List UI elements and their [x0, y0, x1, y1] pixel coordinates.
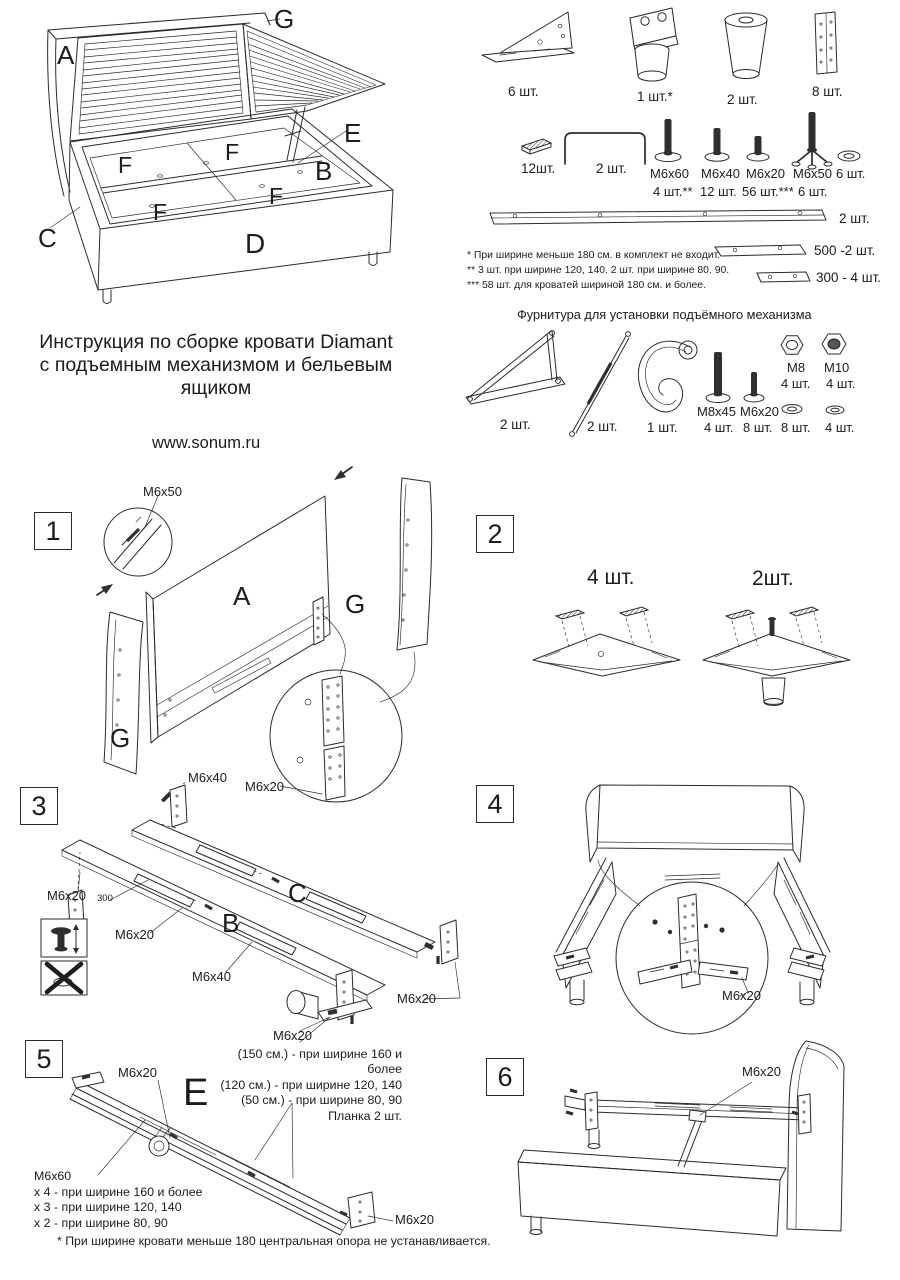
- rail-long-qty: 2 шт.: [839, 211, 870, 226]
- part-connecting-plate: [815, 12, 837, 74]
- bolt-m6x40-size: M6x40: [701, 166, 741, 181]
- fitting-bolt-m6x20: [744, 372, 764, 402]
- step5-m6x60-line1: M6x60: [34, 1169, 72, 1183]
- overview-label-f3: F: [153, 199, 168, 225]
- step1-label-g-left: G: [110, 723, 131, 753]
- part-bolt-m6x60: [655, 119, 681, 162]
- fitting-nut-m10: [822, 334, 846, 354]
- overview-bed-drawing: [48, 13, 393, 304]
- step5-plank-note: [204, 1047, 402, 1124]
- step3-adjust-icon: [41, 919, 87, 957]
- step5-label-e: E: [183, 1072, 209, 1114]
- step3-m6x20-mid-label: M6x20: [115, 927, 155, 942]
- fitting-washer-4: [826, 406, 844, 414]
- step5-m6x60-line3: x 3 - при ширине 120, 140: [34, 1200, 182, 1215]
- part-leg-bracket: [630, 8, 678, 81]
- corner-bracket-qty: 6 шт.: [508, 84, 539, 99]
- step2-qty-right: 2шт.: [752, 567, 794, 590]
- bolt-m6x20-qty: 56 шт.***: [742, 184, 794, 199]
- nut-m8-size: M8: [787, 360, 806, 375]
- step3-m6x20-left-label: M6x20: [47, 888, 87, 903]
- step5-plank-line1: (150 см.) - при ширине 160 и более: [237, 1047, 402, 1077]
- fittings-title: Фурнитура для установки подъёмного механизма: [517, 307, 812, 322]
- step6-m6x20-label: M6x20: [742, 1064, 782, 1079]
- nut-m8-qty: 4 шт.: [781, 376, 811, 391]
- bolt-m6x50-qty: 6 шт.: [798, 184, 828, 199]
- leg-bracket-qty: 1 шт.*: [637, 89, 673, 104]
- step3-m6x40-top-label: M6x40: [188, 770, 228, 785]
- step2-qty-left: 4 шт.: [587, 566, 635, 589]
- overview-label-f4: F: [269, 183, 284, 209]
- step3-label-c: C: [288, 878, 307, 908]
- fitting-strap: [638, 341, 697, 412]
- website-url: www.sonum.ru: [152, 434, 261, 452]
- fitting-lift-mechanism: [466, 331, 565, 404]
- step3-m6x20-bottom-label: M6x20: [273, 1028, 313, 1043]
- overview-label-f2: F: [225, 139, 240, 165]
- step1-label-a: A: [233, 581, 251, 611]
- bolt-m6x60-size: M6x60: [650, 166, 690, 181]
- step5-m6x60-note: [34, 1169, 203, 1231]
- step5-plank-line4: Планка 2 шт.: [328, 1108, 402, 1123]
- part-pad: [522, 139, 551, 154]
- overview-label-b: B: [315, 156, 333, 186]
- washer-qty: 6 шт.: [836, 166, 866, 181]
- step1-label-g-right: G: [345, 589, 366, 619]
- fit-bolt-m8x45-qty: 4 шт.: [704, 420, 734, 435]
- footer-note: * При ширине кровати меньше 180 центральная опора не устанавливается.: [57, 1234, 491, 1248]
- parts-note-1: * При ширине меньше 180 см. в комплект не входит.: [467, 250, 721, 261]
- step4-drawing: [554, 785, 830, 1034]
- fitting-washer-8: [782, 405, 802, 414]
- overview-label-c: C: [38, 223, 57, 253]
- strut-qty: 2 шт.: [587, 419, 618, 434]
- bolt-m6x60-qty: 4 шт.**: [653, 184, 693, 199]
- part-washer: [838, 151, 860, 161]
- step3-label-b: B: [222, 908, 240, 938]
- connecting-plate-qty: 8 шт.: [812, 84, 843, 99]
- part-bolt-m6x50: [792, 112, 832, 169]
- overview-label-f1: F: [118, 152, 133, 178]
- step5-plank-line2: (120 см.) - при ширине 120, 140: [220, 1077, 402, 1092]
- overview-label-d: D: [245, 228, 266, 259]
- step1-drawing: [97, 467, 432, 802]
- fit-washer8-qty: 8 шт.: [781, 420, 811, 435]
- step5-m6x20-left-label: M6x20: [118, 1065, 158, 1080]
- step3-m6x20-top-label: M6x20: [245, 779, 285, 794]
- step3-forbidden-icon: [41, 961, 87, 995]
- rail-300-label: 300 - 4 шт.: [816, 270, 882, 285]
- nut-m10-size: M10: [824, 360, 850, 375]
- bolt-m6x20-size: M6x20: [746, 166, 786, 181]
- part-cylinder-leg: [725, 13, 767, 79]
- pad-qty: 12шт.: [521, 161, 556, 176]
- mechanism-qty: 2 шт.: [500, 417, 531, 432]
- cylinder-leg-qty: 2 шт.: [727, 92, 758, 107]
- step5-number: 5: [25, 1040, 63, 1078]
- fitting-nut-m8: [781, 336, 803, 354]
- part-bolt-m6x20: [747, 136, 769, 161]
- rail-500-label: 500 -2 шт.: [814, 243, 876, 258]
- strap-qty: 1 шт.: [647, 420, 678, 435]
- bolt-m6x50-size: M6x50: [793, 166, 833, 181]
- step2-number: 2: [476, 515, 514, 553]
- parts-notes: [467, 248, 729, 294]
- step3-dim-300: 300: [97, 893, 113, 904]
- part-rail-300: [757, 272, 810, 282]
- sheet-title-line1: Инструкция по сборке кровати Diamant: [39, 331, 393, 353]
- fit-bolt-m8x45-size: M8x45: [697, 404, 737, 419]
- step2-drawing: [533, 607, 850, 706]
- step3-m6x40-label: M6x40: [192, 969, 232, 984]
- staple-qty: 2 шт.: [596, 161, 627, 176]
- step6-drawing: [518, 1041, 844, 1236]
- part-staple: [565, 133, 645, 164]
- sheet-title-line2: с подъемным механизмом и бельевым ящиком: [39, 354, 393, 399]
- parts-note-3: *** 58 шт. для кроватей шириной 180 см. и более.: [467, 280, 706, 292]
- step5-m6x20-right-label: M6x20: [395, 1212, 435, 1227]
- step5-m6x60-line4: x 2 - при ширине 80, 90: [34, 1215, 168, 1230]
- overview-label-a: A: [57, 40, 75, 70]
- step3-m6x20-right-label: M6x20: [397, 991, 437, 1006]
- sheet-title: [10, 331, 422, 400]
- fitting-bolt-m8x45: [706, 352, 730, 403]
- step1-m6x50-label: M6x50: [143, 484, 183, 499]
- overview-label-e: E: [344, 118, 362, 148]
- step5-plank-line3: (50 см.) - при ширине 80, 90: [241, 1093, 402, 1108]
- step6-number: 6: [486, 1058, 524, 1096]
- part-corner-bracket: [482, 12, 574, 62]
- overview-label-g: G: [274, 4, 295, 34]
- part-bolt-m6x40: [705, 128, 729, 161]
- step3-number: 3: [20, 787, 58, 825]
- part-rail-long: [490, 210, 826, 224]
- parts-note-2: ** 3 шт. при ширине 120, 140. 2 шт. при ширине 80. 90.: [467, 265, 730, 277]
- step1-number: 1: [34, 512, 72, 550]
- step5-m6x60-line2: x 4 - при ширине 160 и более: [34, 1184, 203, 1199]
- fit-bolt-m6x20-qty: 8 шт.: [743, 420, 773, 435]
- step4-m6x20-label: M6x20: [722, 988, 762, 1003]
- bolt-m6x40-qty: 12 шт.: [700, 184, 737, 199]
- fit-washer4-qty: 4 шт.: [825, 420, 855, 435]
- fit-bolt-m6x20-size: M6x20: [740, 404, 780, 419]
- nut-m10-qty: 4 шт.: [826, 376, 856, 391]
- step4-number: 4: [476, 785, 514, 823]
